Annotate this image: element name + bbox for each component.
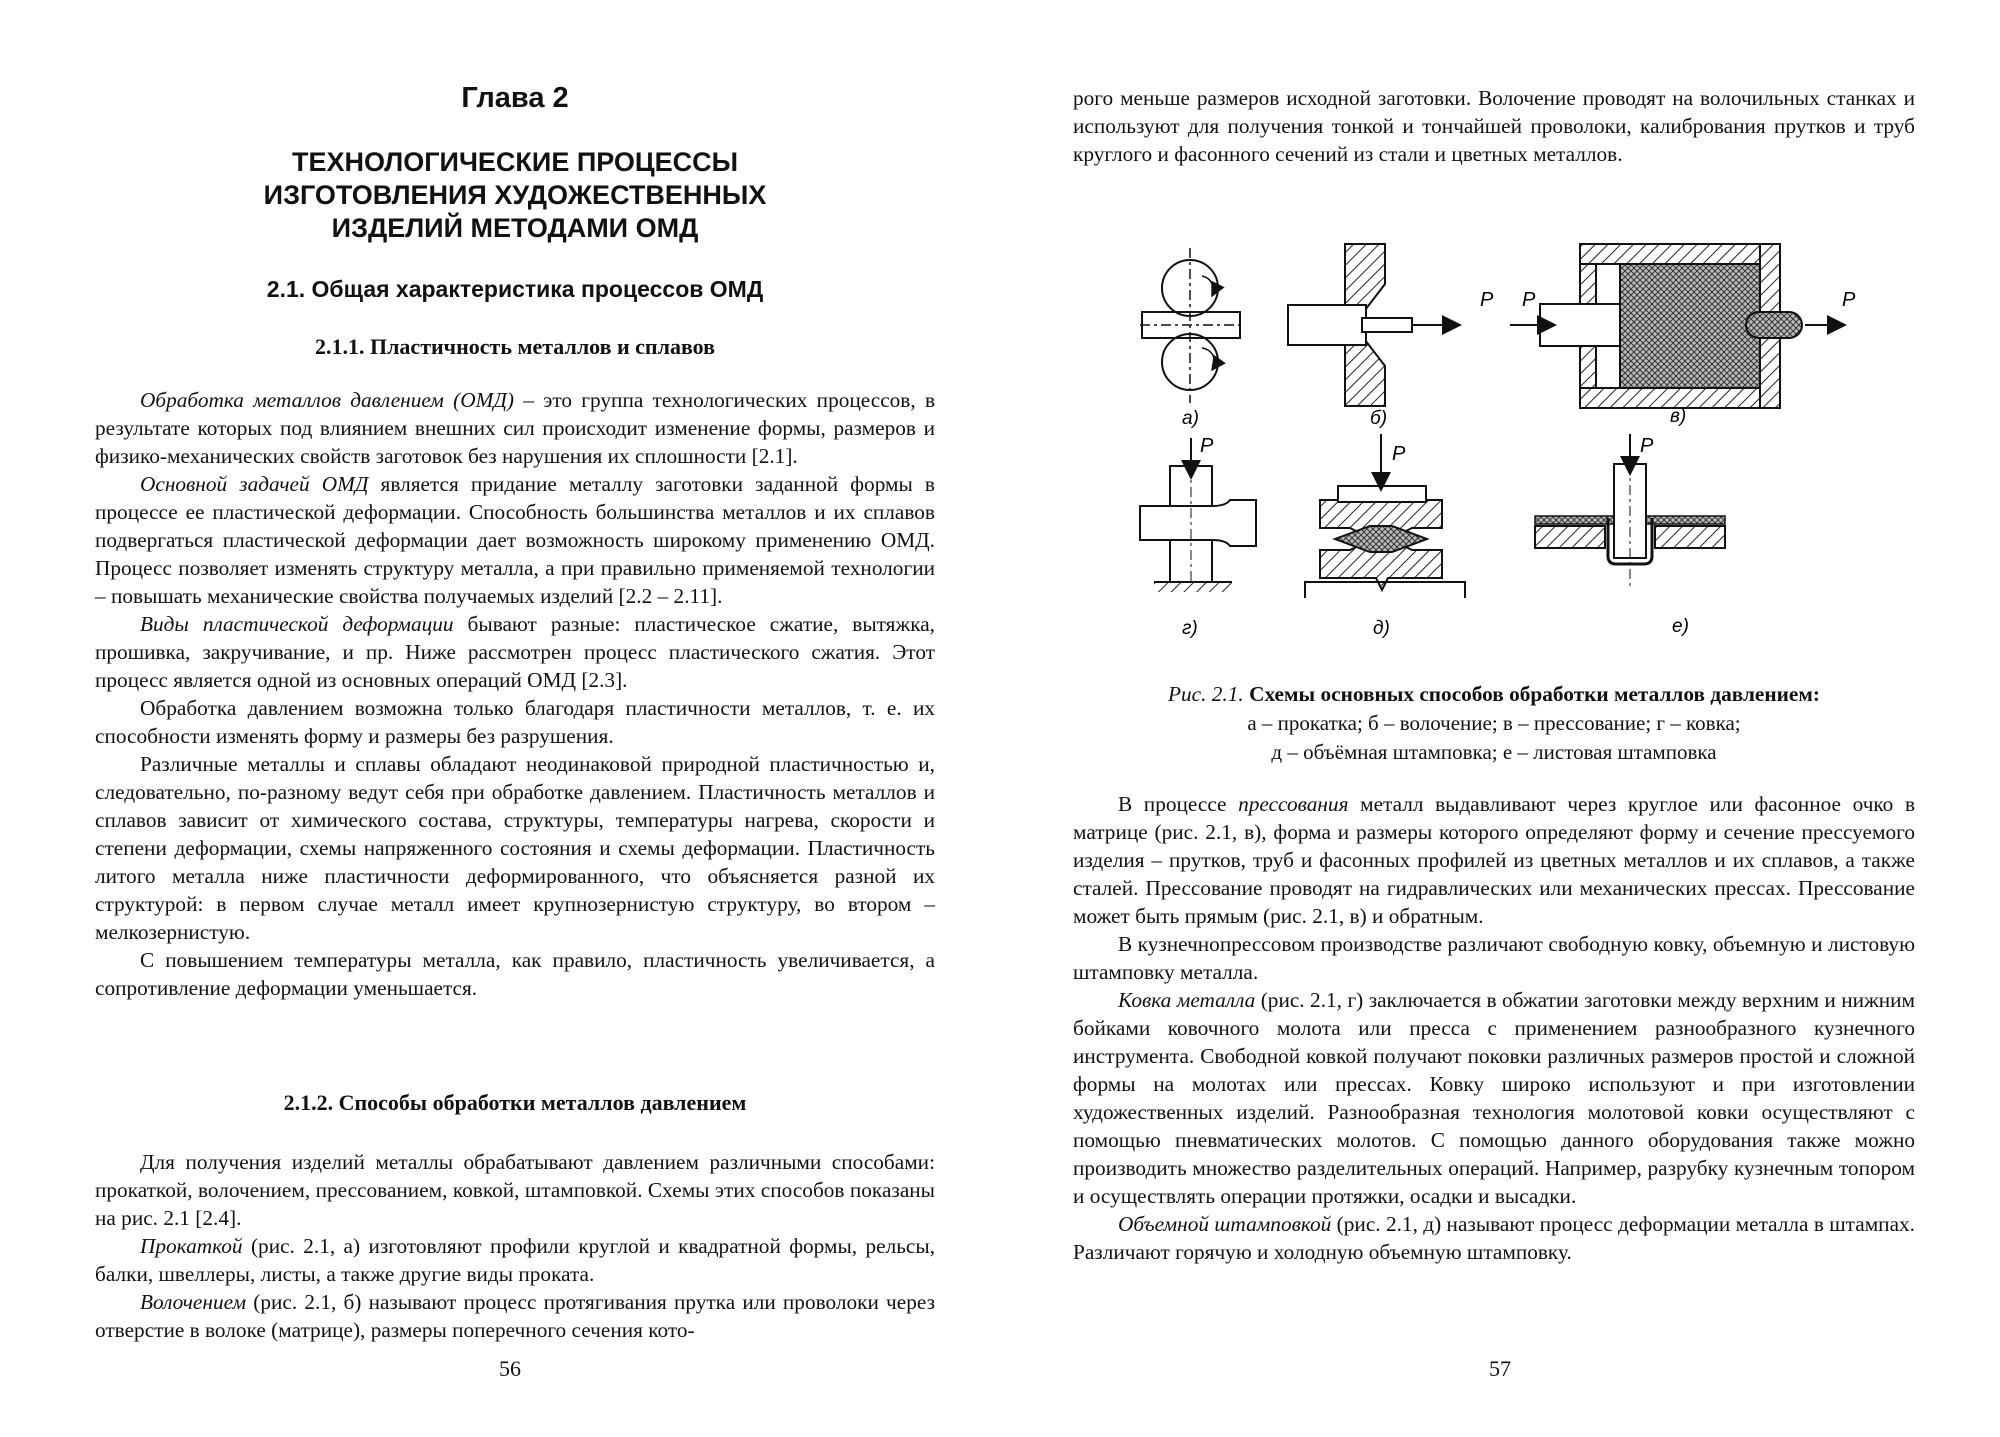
force-label: P	[1842, 289, 1856, 311]
term: Основной задачей ОМД	[140, 472, 369, 496]
term: Обработка металлов давлением (ОМД)	[140, 388, 515, 412]
panel-rolling	[1140, 248, 1245, 403]
right-body	[1073, 790, 1915, 1266]
term: прессования	[1238, 792, 1349, 816]
panel-label: б)	[1370, 408, 1388, 429]
caption-line: д – объёмная штамповка; е – листовая штамповка	[1271, 740, 1717, 764]
subsection-title: 2.1.1. Пластичность металлов и сплавов	[314, 334, 716, 359]
paragraph-text: металл выдавливают через круглое или фасонное очко в матрице (рис. 2.1, в), форма и размеры которого определяют форму и сечение прессуемого изделия – прутков, труб и фасонных профилей из цветных металлов и их сплавов, а также сталей. Прессование проводят на гидравлических или механических прессах. Прессование может быть прямым (рис. 2.1, в) и обратным.	[1073, 792, 1915, 928]
figure-2-1	[1130, 238, 1870, 658]
paragraph-text: В кузнечнопрессовом производстве различают свободную ковку, объемную и листовую штамповку металла.	[1073, 932, 1915, 984]
paragraph-text: (рис. 2.1, д) называют процесс деформации металла в штампах. Различают горячую и холодную объемную штамповку.	[1073, 1212, 1915, 1264]
panel-sheet-stamping	[1535, 434, 1725, 588]
section-title: 2.1. Общая характеристика процессов ОМД	[266, 276, 764, 302]
paragraph	[95, 1232, 935, 1288]
caption-title: Схемы основных способов обработки металлов давлением:	[1249, 682, 1820, 706]
paragraph	[95, 1288, 935, 1344]
right-page	[1000, 0, 2000, 1437]
continuation-body	[1073, 84, 1915, 168]
paragraph-text: (рис. 2.1, а) изготовляют профили круглой и квадратной формы, рельсы, балки, швеллеры, листы, а также другие виды проката.	[95, 1234, 935, 1286]
paragraph	[95, 1148, 935, 1232]
chapter-label: Глава 2	[461, 82, 569, 114]
page-number: 57	[1489, 1356, 1511, 1381]
panel-pressing	[1510, 244, 1845, 408]
paragraph	[1073, 1210, 1915, 1266]
chapter-title	[95, 146, 935, 245]
paragraph	[95, 694, 935, 750]
term: Объемной штамповкой	[1118, 1212, 1332, 1236]
page-number: 56	[499, 1356, 521, 1381]
force-label: P	[1522, 289, 1536, 311]
caption-line: а – прокатка; б – волочение; в – прессование; г – ковка;	[1247, 711, 1741, 735]
force-label: P	[1480, 289, 1494, 311]
panel-label: а)	[1182, 408, 1199, 429]
paragraph-text: (рис. 2.1, б) называют процесс протягивания прутка или проволоки через отверстие в волоке (матрице), размеры поперечного сечения кото-	[95, 1290, 935, 1342]
paragraph-text: Различные металлы и сплавы обладают неодинаковой природной пластичностью и, следовательно, по-разному ведут себя при обработке давлением. Пластичность металлов и сплавов зависит от химического состава, структуры, температуры нагрева, скорости и степени деформации, схемы напряженного состояния и схемы деформации. Пластичность литого металла ниже пластичности деформированного, что объясняется разной их структурой: в первом случае металл имеет крупнозернистую структуру, во втором – мелкозернистую.	[95, 752, 935, 944]
subsection-1-body	[95, 386, 935, 1002]
paragraph: рого меньше размеров исходной заготовки. Волочение проводят на волочильных станках и используют для получения тонкой и тончайшей проволоки, калибрования прутков и труб круглого и фасонного сечений из стали и цветных металлов.	[1073, 86, 1915, 166]
paragraph	[1073, 930, 1915, 986]
panel-drawing	[1288, 244, 1460, 406]
subsection-2-body	[95, 1148, 935, 1344]
paragraph-text: (рис. 2.1, г) заключается в обжатии заготовки между верхним и нижним бойками ковочного молота или пресса с применением разнообразного кузнечного инструмента. Свободной ковкой получают поковки различных размеров простой и сложной формы на молотах или прессах. Ковку широко используют и при изготовлении художественных изделий. Разнообразная технология молотовой ковки осуществляют с помощью пневматических молотов. С помощью данного оборудования также можно производить множество разделительных операций. Например, разрубку кузнечным топором и осуществлять операции протяжки, осадки и высадки.	[1073, 988, 1915, 1208]
paragraph	[1073, 986, 1915, 1210]
paragraph-text: бывают разные: пластическое сжатие, вытяжка, прошивка, закручивание, и пр. Ниже рассмотрен процесс пластического сжатия. Этот процесс является одной из основных операций ОМД [2.3].	[95, 612, 935, 692]
paragraph-text: – это группа технологических процессов, в результате которых под влиянием внешних сил происходит изменение формы, размеров и физико-механических свойств заготовок без нарушения их сплошности [2.1].	[95, 388, 935, 468]
panel-die-forging	[1305, 434, 1465, 598]
term: Виды пластической деформации	[140, 612, 454, 636]
caption-line	[1073, 680, 1915, 709]
paragraph	[95, 946, 935, 1002]
paragraph-text: является придание металлу заготовки заданной формы в процессе ее пластической деформации. Способность большинства металлов и их сплавов подвергаться пластической деформации дает возможность широкому применению ОМД. Процесс позволяет изменять структуру металла, а при правильно применяемой технологии – повышать механические свойства получаемых изделий [2.2 – 2.11].	[95, 472, 935, 608]
term: Волочением	[140, 1290, 247, 1314]
panel-label: в)	[1670, 406, 1687, 427]
paragraph	[95, 470, 935, 610]
paragraph	[95, 610, 935, 694]
paragraph	[1073, 790, 1915, 930]
panel-label: г)	[1182, 618, 1198, 639]
paragraph-text: Для получения изделий металлы обрабатывают давлением различными способами: прокаткой, волочением, прессованием, ковкой, штамповкой. Схемы этих способов показаны на рис. 2.1 [2.4].	[95, 1150, 935, 1230]
subsection-title: 2.1.2. Способы обработки металлов давлением	[283, 1090, 747, 1115]
panel-forging	[1140, 438, 1256, 592]
force-label: P	[1640, 435, 1654, 457]
force-label: P	[1392, 443, 1406, 465]
term: Прокаткой	[140, 1234, 243, 1258]
chapter-title-line: ТЕХНОЛОГИЧЕСКИЕ ПРОЦЕССЫ	[291, 147, 739, 177]
chapter-title-line: ИЗГОТОВЛЕНИЯ ХУДОЖЕСТВЕННЫХ	[263, 180, 767, 210]
caption-label: Рис. 2.1.	[1168, 682, 1244, 706]
paragraph-text: В процессе	[1118, 792, 1239, 816]
paragraph-text: С повышением температуры металла, как правило, пластичность увеличивается, а сопротивление деформации уменьшается.	[95, 948, 935, 1000]
figure-caption	[1073, 680, 1915, 767]
term: Ковка металла	[1118, 988, 1256, 1012]
panel-label: е)	[1672, 616, 1689, 637]
paragraph	[95, 386, 935, 470]
panel-label: д)	[1373, 618, 1390, 639]
chapter-title-line: ИЗДЕЛИЙ МЕТОДАМИ ОМД	[331, 213, 699, 243]
paragraph-text: Обработка давлением возможна только благодаря пластичности металлов, т. е. их способности изменять форму и размеры без разрушения.	[95, 696, 935, 748]
force-label: P	[1200, 435, 1214, 457]
paragraph	[95, 750, 935, 946]
